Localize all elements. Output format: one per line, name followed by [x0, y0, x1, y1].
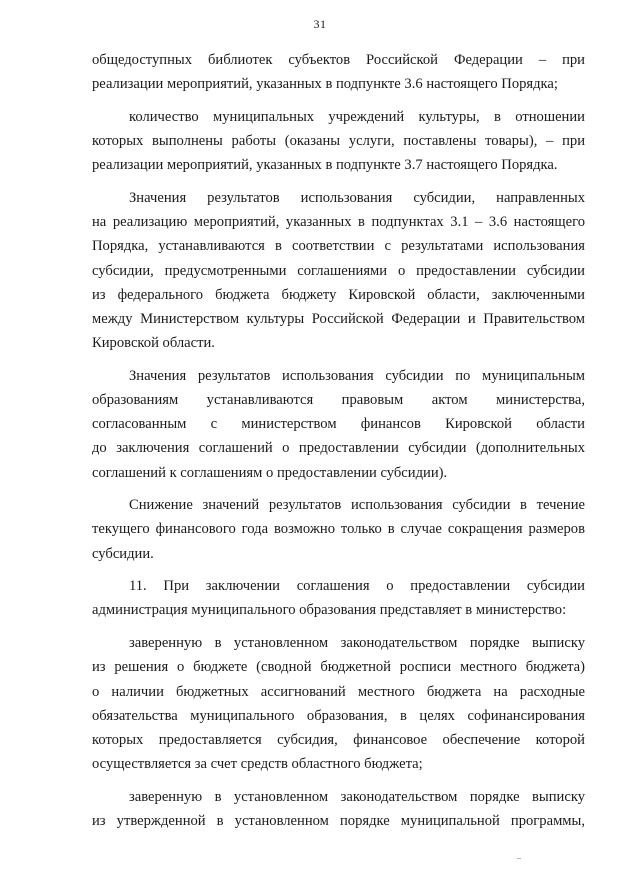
text-line: соглашений к соглашениям о предоставлении субсидии). — [92, 464, 448, 481]
text-line: администрация муниципального образования представляет в министерство: — [92, 602, 567, 619]
paragraph-8 — [92, 785, 585, 833]
page-number: 31 — [313, 17, 327, 31]
scan-artifact — [517, 858, 521, 859]
paragraph-1 — [92, 48, 585, 96]
text-line: осуществляется за счет средств областного бюджета; — [92, 756, 423, 773]
text-line: субсидии. — [92, 545, 154, 562]
text-line: заверенную в установленном законодательством порядке выписку — [129, 635, 585, 652]
text-line: реализации мероприятий, указанных в подпункте 3.6 настоящего Порядка; — [92, 76, 558, 93]
text-line: которых предоставляется субсидия, финансовое обеспечение которой — [92, 731, 585, 748]
text-line: Снижение значений результатов использования субсидии в течение — [129, 497, 585, 514]
text-line: из федерального бюджета бюджету Кировской области, заключенными — [92, 286, 585, 303]
text-line: на реализацию мероприятий, указанных в подпунктах 3.1 – 3.6 настоящего — [92, 214, 585, 231]
text-line: Значения результатов использования субсидии по муниципальным — [129, 367, 585, 384]
paragraph-4 — [92, 364, 585, 485]
paragraph-6 — [92, 574, 585, 622]
text-line: между Министерством культуры Российской Федерации и Правительством — [92, 310, 585, 327]
text-line: 11. При заключении соглашения о предоставлении субсидии — [129, 578, 585, 595]
text-line: Порядка, устанавливаются в соответствии с результатами использования — [92, 238, 585, 255]
text-line: образованиям устанавливаются правовым актом министерства, — [92, 391, 585, 408]
paragraph-5 — [92, 493, 585, 566]
text-line: из утвержденной в установленном порядке муниципальной программы, — [92, 812, 585, 829]
text-line: текущего финансового года возможно только в случае сокращения размеров — [92, 521, 585, 538]
text-line: заверенную в установленном законодательством порядке выписку — [129, 788, 585, 805]
text-line: субсидии, предусмотренными соглашениями о предоставлении субсидии — [92, 262, 585, 279]
text-line: из решения о бюджете (сводной бюджетной росписи местного бюджета) — [92, 659, 585, 676]
text-line: количество муниципальных учреждений культуры, в отношении — [129, 108, 585, 125]
text-line: реализации мероприятий, указанных в подпункте 3.7 настоящего Порядка. — [92, 157, 558, 174]
text-line: которых выполнены работы (оказаны услуги, поставлены товары), – при — [92, 133, 585, 150]
paragraph-3 — [92, 186, 585, 355]
text-line: согласованным с министерством финансов Кировской области — [92, 416, 585, 433]
text-line: общедоступных библиотек субъектов Российской Федерации – при — [92, 52, 585, 68]
document-body — [92, 48, 585, 833]
text-line: о наличии бюджетных ассигнований местного бюджета на расходные — [92, 683, 585, 700]
paragraph-2 — [92, 105, 585, 178]
text-line: до заключения соглашений о предоставлении субсидии (дополнительных — [92, 440, 585, 457]
paragraph-7 — [92, 631, 585, 776]
text-line: Значения результатов использования субсидии, направленных — [129, 189, 585, 206]
text-line: обязательства муниципального образования, в целях софинансирования — [92, 707, 585, 724]
text-line: Кировской области. — [92, 335, 215, 352]
